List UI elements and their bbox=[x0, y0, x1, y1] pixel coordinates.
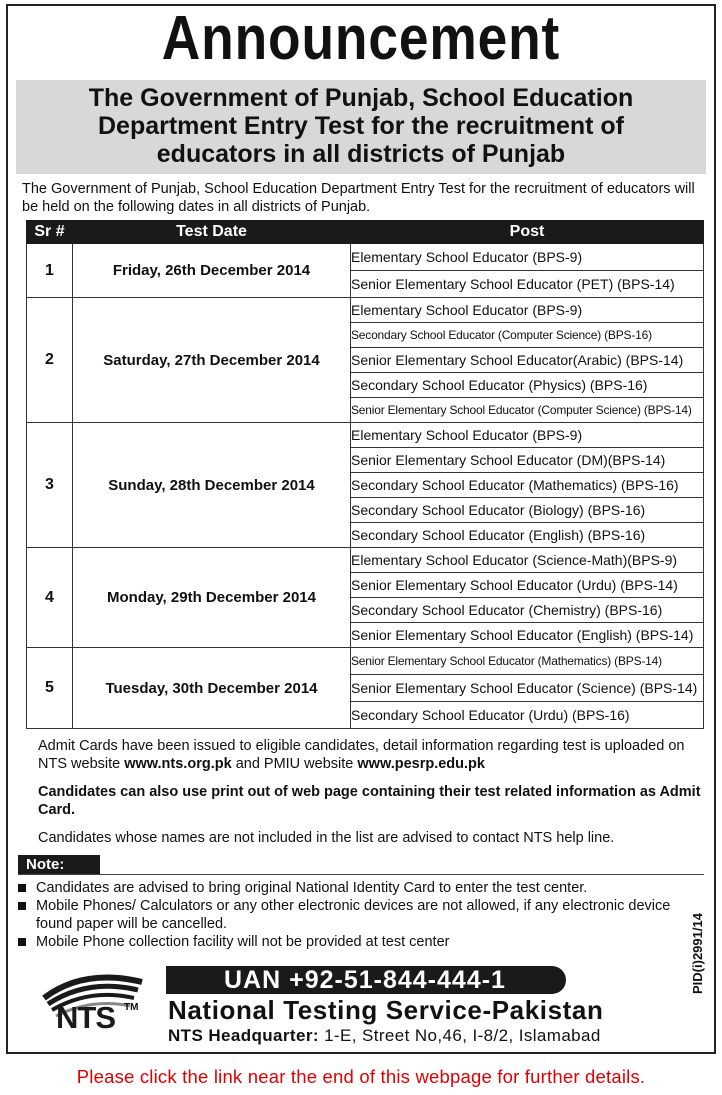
post-cell: Elementary School Educator (BPS-9) bbox=[351, 298, 704, 323]
printout-note: Candidates can also use print out of web page containing their test related information as Admit Card. bbox=[38, 784, 701, 818]
schedule-table bbox=[26, 220, 704, 729]
nts-website-link[interactable]: www.nts.org.pk bbox=[124, 756, 232, 772]
serial-number: 1 bbox=[27, 244, 73, 298]
header-post: Post bbox=[351, 221, 704, 244]
table-row bbox=[27, 244, 704, 271]
post-cell: Secondary School Educator (Biology) (BPS-16) bbox=[351, 498, 704, 523]
note-divider bbox=[18, 874, 704, 875]
note-item: Mobile Phones/ Calculators or any other electronic devices are not allowed, if any electronic device found paper will be cancelled. bbox=[18, 897, 678, 933]
test-date: Saturday, 27th December 2014 bbox=[73, 298, 351, 423]
bullet-icon bbox=[18, 902, 26, 910]
post-cell: Secondary School Educator (Chemistry) (BPS-16) bbox=[351, 598, 704, 623]
bullet-icon bbox=[18, 884, 26, 892]
post-cell: Secondary School Educator (Computer Science) (BPS-16) bbox=[351, 323, 704, 348]
post-cell: Senior Elementary School Educator (English) (BPS-14) bbox=[351, 623, 704, 648]
post-cell: Senior Elementary School Educator (Urdu) (BPS-14) bbox=[351, 573, 704, 598]
schedule-body bbox=[27, 244, 704, 729]
post-cell: Elementary School Educator (BPS-9) bbox=[351, 244, 704, 271]
post-cell: Secondary School Educator (Urdu) (BPS-16) bbox=[351, 702, 704, 729]
post-cell: Senior Elementary School Educator (DM)(BPS-14) bbox=[351, 448, 704, 473]
bullet-icon bbox=[18, 938, 26, 946]
post-cell: Secondary School Educator (Physics) (BPS-16) bbox=[351, 373, 704, 398]
post-cell: Senior Elementary School Educator (Mathematics) (BPS-14) bbox=[351, 648, 704, 675]
admit-text: Admit Cards have been issued to eligible candidates, detail information regarding test is uploaded on NTS website bbox=[38, 738, 685, 772]
org-name: National Testing Service-Pakistan bbox=[168, 995, 604, 1025]
announcement-title: Announcement bbox=[161, 4, 561, 73]
hq-label: NTS Headquarter: bbox=[168, 1026, 319, 1045]
uan-number: UAN +92-51-844-444-1 bbox=[166, 966, 566, 994]
subtitle-box bbox=[16, 80, 706, 174]
test-date: Friday, 26th December 2014 bbox=[73, 244, 351, 298]
header-date: Test Date bbox=[73, 221, 351, 244]
table-row bbox=[27, 548, 704, 573]
serial-number: 2 bbox=[27, 298, 73, 423]
test-date: Sunday, 28th December 2014 bbox=[73, 423, 351, 548]
post-cell: Senior Elementary School Educator (PET) (BPS-14) bbox=[351, 271, 704, 298]
post-cell: Senior Elementary School Educator(Arabic) (BPS-14) bbox=[351, 348, 704, 373]
note-label: Note: bbox=[18, 855, 100, 874]
intro-text: The Government of Punjab, School Education Department Entry Test for the recruitment of educators will be held on the following dates in all districts of Punjab. bbox=[22, 181, 695, 215]
logo-text: NTS bbox=[56, 1000, 115, 1035]
admit-and-text: and PMIU website bbox=[235, 756, 354, 772]
test-date: Tuesday, 30th December 2014 bbox=[73, 648, 351, 729]
serial-number: 3 bbox=[27, 423, 73, 548]
table-row bbox=[27, 648, 704, 675]
test-date: Monday, 29th December 2014 bbox=[73, 548, 351, 648]
nts-logo bbox=[34, 964, 154, 1044]
post-cell: Secondary School Educator (Mathematics) (BPS-16) bbox=[351, 473, 704, 498]
post-cell: Elementary School Educator (BPS-9) bbox=[351, 423, 704, 448]
note-item: Mobile Phone collection facility will not be provided at test center bbox=[18, 933, 678, 951]
post-cell: Elementary School Educator (Science-Math)(BPS-9) bbox=[351, 548, 704, 573]
contact-note: Candidates whose names are not included in the list are advised to contact NTS help line. bbox=[38, 830, 615, 846]
admit-card-info bbox=[38, 737, 704, 773]
post-cell: Senior Elementary School Educator (Computer Science) (BPS-14) bbox=[351, 398, 704, 423]
serial-number: 4 bbox=[27, 548, 73, 648]
post-cell: Secondary School Educator (English) (BPS-16) bbox=[351, 523, 704, 548]
note-item: Candidates are advised to bring original National Identity Card to enter the test center. bbox=[18, 879, 678, 897]
logo-trademark: TM bbox=[124, 1002, 139, 1013]
notes-list bbox=[8, 879, 678, 951]
post-cell: Senior Elementary School Educator (Science) (BPS-14) bbox=[351, 675, 704, 702]
table-row bbox=[27, 423, 704, 448]
subtitle: The Government of Punjab, School Education Department Entry Test for the recruitment of educators in all districts of Punjab bbox=[88, 84, 634, 168]
table-header bbox=[27, 221, 704, 244]
hq-address bbox=[168, 1026, 601, 1046]
serial-number: 5 bbox=[27, 648, 73, 729]
header-sr: Sr # bbox=[27, 221, 73, 244]
table-row bbox=[27, 298, 704, 323]
further-details-link[interactable]: Please click the link near the end of this webpage for further details. bbox=[76, 1066, 646, 1087]
pid-text: PID(i)2991/14 bbox=[690, 913, 705, 994]
pmiu-website-link[interactable]: www.pesrp.edu.pk bbox=[357, 756, 485, 772]
hq-address-text: 1-E, Street No,46, I-8/2, Islamabad bbox=[324, 1026, 601, 1045]
advertisement bbox=[6, 4, 716, 1054]
footer bbox=[10, 962, 700, 1048]
